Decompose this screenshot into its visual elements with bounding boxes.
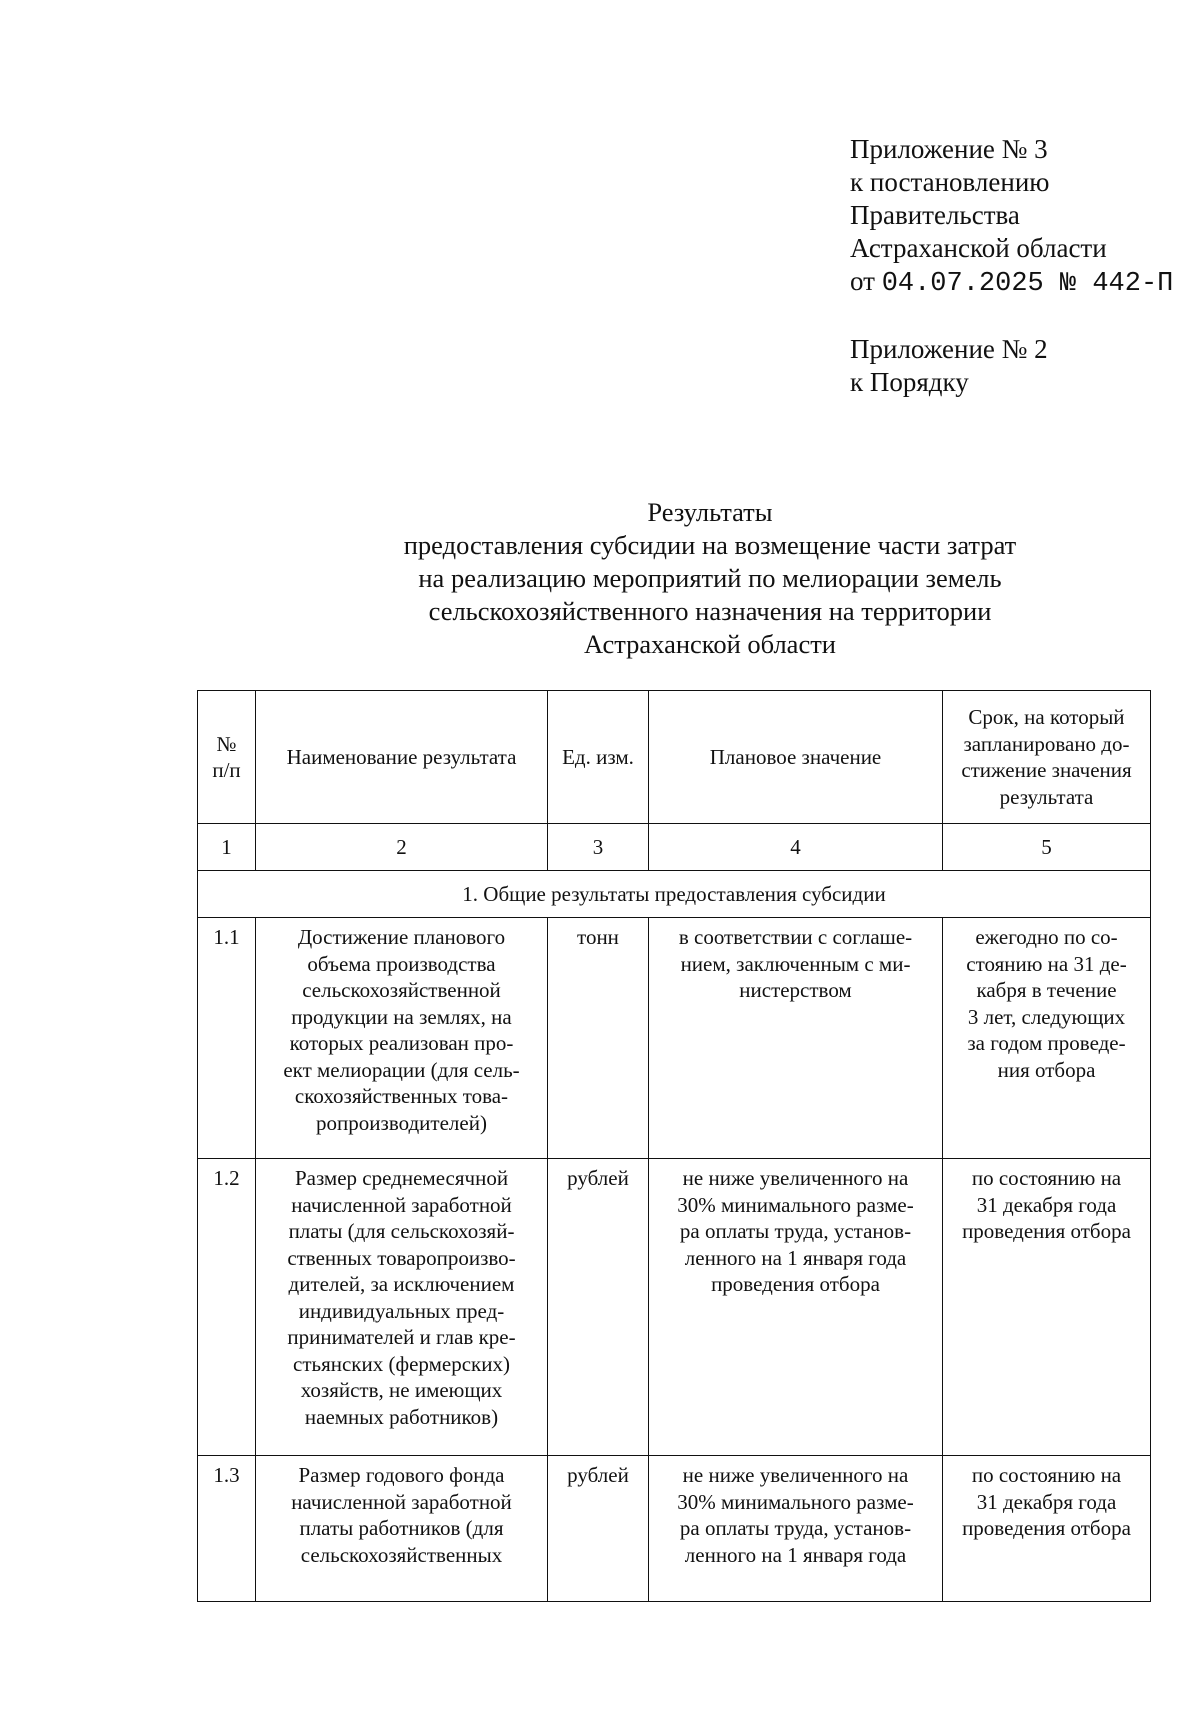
column-number: 1 [198,824,256,871]
row-deadline: ежегодно по со- стоянию на 31 де- кабря в течение 3 лет, следующих за годом проведе- ния отбора [943,918,1151,1159]
column-number-row [198,824,1151,871]
row-result-name: Размер годового фонда начисленной заработной платы работников (для сельскохозяйственных [256,1456,548,1602]
header-number: № п/п [198,691,256,824]
table-header-row [198,691,1151,824]
row-unit: тонн [548,918,649,1159]
row-plan-value: не ниже увеличенного на 30% минимального разме- ра оплаты труда, установ- ленного на 1 января года проведения отбора [649,1159,943,1456]
column-number: 3 [548,824,649,871]
row-unit: рублей [548,1159,649,1456]
title-line: Астраханской области [584,629,836,659]
header-plan-value: Плановое значение [649,691,943,824]
row-number: 1.1 [198,918,256,1159]
document-title [350,496,1070,661]
results-table [197,690,1151,1602]
table-row [198,1456,1151,1602]
row-number: 1.3 [198,1456,256,1602]
title-line: предоставления субсидии на возмещение части затрат [403,530,1017,560]
appendix-3-block [850,133,1173,301]
row-plan-value: в соответствии с соглаше- нием, заключенным с ми- нистерством [649,918,943,1159]
resolution-date-number: 04.07.2025 № 442-П [881,269,1174,299]
row-plan-value: не ниже увеличенного на 30% минимального разме- ра оплаты труда, установ- ленного на 1 января года [649,1456,943,1602]
appendix-line: к постановлению [850,167,1050,197]
row-result-name: Достижение планового объема производства сельскохозяйственной продукции на землях, на которых реализован про- ект мелиорации (для сель- скохозяйственных това- ропроизводителей) [256,918,548,1159]
appendix-date-line [850,265,1173,301]
appendix2-line: Приложение № 2 [850,334,1048,364]
row-deadline: по состоянию на 31 декабря года проведения отбора [943,1159,1151,1456]
title-line: на реализацию мероприятий по мелиорации земель [418,563,1002,593]
appendix2-line: к Порядку [850,367,969,397]
appendix-line: Астраханской области [850,233,1107,263]
appendix-line: Правительства [850,200,1020,230]
header-result-name: Наименование результата [256,691,548,824]
row-deadline: по состоянию на 31 декабря года проведения отбора [943,1456,1151,1602]
column-number: 5 [943,824,1151,871]
table-row [198,918,1151,1159]
row-number: 1.2 [198,1159,256,1456]
appendix-2-block [850,333,1048,399]
column-number: 2 [256,824,548,871]
title-line: сельскохозяйственного назначения на территории [428,596,992,626]
title-line: Результаты [647,497,773,527]
column-number: 4 [649,824,943,871]
section-row [198,871,1151,918]
section-title: 1. Общие результаты предоставления субсидии [198,871,1151,918]
date-prefix: от [850,266,882,296]
appendix-line: Приложение № 3 [850,134,1048,164]
row-result-name: Размер среднемесячной начисленной заработной платы (для сельскохозяй- ственных товаропроизво- дителей, за исключением индивидуальных пред- принимателей и глав кре- стьянских (фермерских) хозяйств, не имеющих наемных работников) [256,1159,548,1456]
header-deadline: Срок, на который запланировано до- стижение значения результата [943,691,1151,824]
table-row [198,1159,1151,1456]
header-unit: Ед. изм. [548,691,649,824]
row-unit: рублей [548,1456,649,1602]
